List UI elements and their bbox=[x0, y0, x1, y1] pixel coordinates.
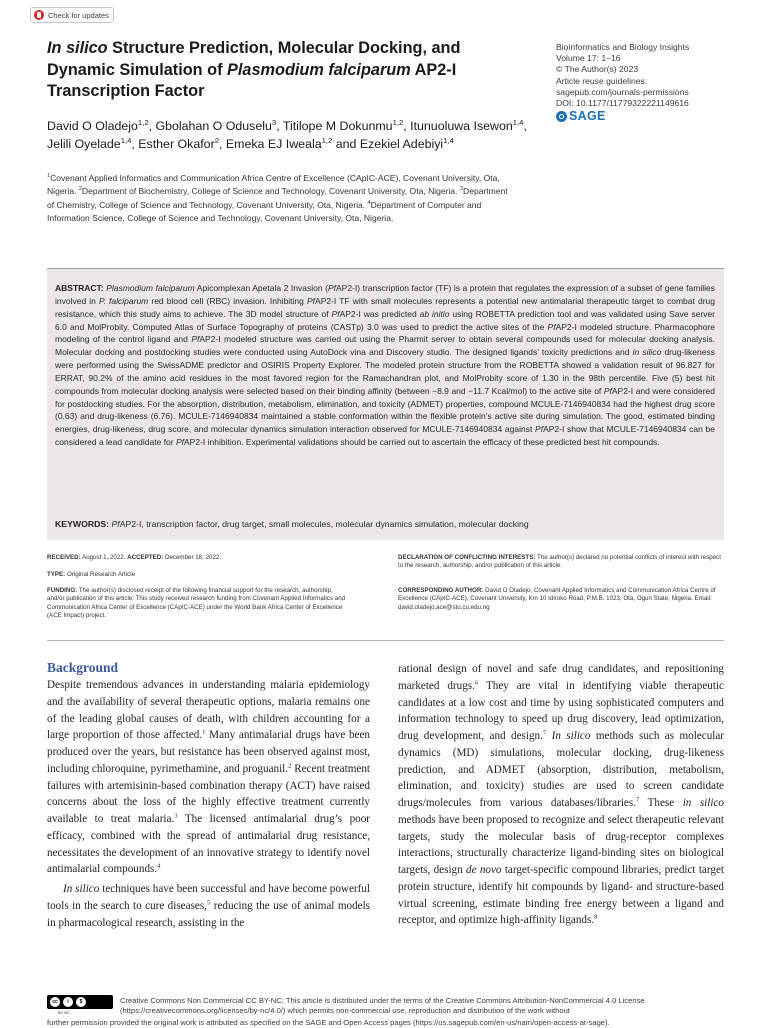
title-species: Plasmodium falciparum bbox=[227, 60, 411, 79]
abstract-segment: AP2-I and were considered for postdocking studies. For the absorption, distribution, metabolism, elimination, and toxicity (ADMET) properties, compound MCULE-7146940834 had the highest drug score (0.63) and drug-likeness (6.76). MCULE-7146940834 maintained a stable conformation within the flexible protein’s active site during simulation. The good, estimated binding energies, drug-likeness, drug score, and molecular dynamics simulation interaction observed for MCULE-7146940834 against bbox=[55, 385, 716, 435]
check-for-updates-label: Check for updates bbox=[48, 10, 109, 20]
abstract-italic: ab initio bbox=[419, 308, 450, 319]
body-text-segment: The licensed antimalarial drug’s poor efficacy, combined with the spread of antimalarial drug resistance, necessitates the development of an innovative strategy to identify novel antimalarial compounds. bbox=[47, 813, 371, 876]
attribution-icon: i bbox=[63, 997, 73, 1007]
author-name: Itunuoluwa Isewon bbox=[410, 119, 513, 133]
doi[interactable]: DOI: 10.1177/11779322221149616 bbox=[556, 98, 689, 109]
noncommercial-icon: $ bbox=[76, 997, 86, 1007]
affiliation-number: 2 bbox=[78, 186, 82, 193]
abstract-segment: drug-likeness were performed using the SwissADME predictor and OSIRIS Property Explorer. The modeled protein structure from the ROBETTA showed a validation result of 96.827 for ERRAT, 90.2% of the amino acid residues in the most favored region for the Ramachandran plot, and MolProbity score of 1.30 in the 98th percentile. Five (5) best hit compounds from molecular docking analysis were selected based on their binding affinity (between −8.9 and −11.7 Kcal/mol) to the active site of bbox=[55, 347, 715, 396]
received-label: RECEIVED: bbox=[47, 554, 81, 561]
body-text-italic: In silico bbox=[551, 730, 591, 742]
meta-divider bbox=[47, 640, 724, 641]
title-part1: Structure Prediction, Molecular Docking, and Dynamic Simulation of bbox=[47, 39, 461, 79]
conflict-label: DECLARATION OF CONFLICTING INTERESTS: bbox=[398, 554, 536, 561]
received-date: August 1, 2022. bbox=[80, 554, 128, 561]
type-value: Original Research Article bbox=[65, 571, 136, 578]
corresponding-author bbox=[398, 587, 724, 612]
reuse-link[interactable]: sagepub.com/journals-permissions bbox=[556, 86, 689, 97]
body-text-segment: Recent treatment failures with artemisinin-based combination therapy (ACT) have raised concerns about the loss of the highly effective treatment currently available to treat malaria. bbox=[47, 762, 370, 825]
body-text-segment: These bbox=[639, 797, 683, 809]
citation-ref[interactable]: 5 bbox=[206, 899, 211, 907]
check-for-updates-button[interactable] bbox=[30, 7, 114, 23]
funding-text: The author(s) disclosed receipt of the following financial support for the research, authorship, and/or publication of this article: This study received research funding from Covenant Applied Informatics and Communication Africa Center of Excellence (CApIC-ACE) under the World Bank Africa Center of Excellence (ACE Impact) project. bbox=[47, 587, 346, 620]
author-affiliation-ref: 1,4 bbox=[120, 135, 132, 145]
body-text-segment: methods such as molecular dynamics (MD) simulations, molecular docking, drug-likeness prediction, and ADMET (absorption, distribution, metabolism, elimination, and toxicity) studies are used to screen candidate drugs/molecules from various databases/libraries. bbox=[398, 730, 725, 809]
citation-ref[interactable]: 1 bbox=[202, 728, 206, 736]
citation-ref[interactable]: 2 bbox=[288, 762, 292, 770]
article-type bbox=[47, 571, 347, 579]
title-part2: AP2-I Transcription Factor bbox=[47, 60, 457, 100]
body-text-segment: target-specific compound libraries, predict target protein structure, identify hit compounds by ligand- and structure-based virtual screening, estimate binding free energy between a ligand and receptor, and optimize high-affinity ligands. bbox=[398, 864, 724, 927]
affiliation-number: 1 bbox=[47, 173, 51, 180]
author-name: David O Oladejo bbox=[47, 119, 138, 133]
author-affiliation-ref: 2 bbox=[214, 135, 219, 145]
author-affiliation-ref: 1,2 bbox=[321, 135, 333, 145]
journal-name: Bioinformatics and Biology Insights bbox=[556, 42, 690, 52]
conflict-text: The author(s) declared no potential conflicts of interest with respect to the research, authorship, and/or publication of this article. bbox=[398, 554, 721, 570]
accepted-label: ACCEPTED: bbox=[127, 554, 164, 561]
cc-license-badge[interactable] bbox=[47, 995, 113, 1009]
abstract-italic: Pf bbox=[307, 295, 316, 306]
funding bbox=[47, 587, 347, 621]
type-label: TYPE: bbox=[47, 571, 66, 578]
conflict-declaration bbox=[398, 554, 724, 571]
author-name: Gbolahan O Oduselu bbox=[155, 119, 272, 133]
section-heading-background: Background bbox=[47, 660, 119, 675]
article-title bbox=[47, 38, 527, 103]
funding-label: FUNDING: bbox=[47, 587, 78, 594]
abstract-segment: AP2-I modeled structure was carried out using the Pharmit server to obtain several compounds used for molecular docking analysis. Molecular docking and postdocking studies were conducted using AutoDock vina and Discovery studio. The designed ligands’ toxicity predictions and bbox=[55, 334, 715, 358]
body-text-segment: rational design of novel and safe drug candidates, and repositioning marketed drugs. bbox=[398, 663, 724, 692]
sage-logo-text: SAGE bbox=[569, 109, 606, 123]
received-accepted bbox=[47, 554, 347, 562]
abstract bbox=[55, 282, 715, 449]
citation-ref[interactable]: 7 bbox=[635, 796, 640, 804]
abstract-italic: Pf bbox=[327, 283, 336, 293]
abstract-italic: Pf bbox=[331, 308, 340, 319]
author-affiliation-ref: 1,4 bbox=[443, 135, 454, 145]
abstract-segment: AP2-I inhibition. Experimental validations should be carried out to ascertain the efficacy of these predicted best hit compounds. bbox=[184, 437, 660, 448]
update-icon bbox=[34, 10, 44, 20]
abstract-segment: AP2-I modeled structure. Pharmacophore modeling of the control ligand and bbox=[55, 321, 715, 345]
author-list: David O Oladejo$^{1,2}$, Gbolahan O Oduselu$^3$, Titilope M Dokunmu$^{1,2}$, Itunuoluwa Isewon$^{1,4}$, Jelili Oyelade$^{1,4}$, Esther Okafor$^2$, Emeka EJ Iweala$^{1,2}$ and Ezekiel Adebiyi$^{1,4}$ bbox=[47, 117, 527, 151]
cc-icon: cc bbox=[50, 997, 60, 1007]
author-affiliation-ref: 3 bbox=[271, 117, 277, 127]
citation-ref[interactable]: 7 bbox=[542, 729, 547, 737]
body-text-segment: techniques have been successful and have become powerful tools in the search to cure diseases, bbox=[47, 883, 371, 912]
sage-logo bbox=[556, 109, 606, 123]
corresponding-text: David O Oladejo, Covenant Applied Informatics and Communication Africa Centre of Excellence (CApIC-ACE), Covenant University, Km 10 Idiroko Road, P.M.B. 1023, Ota, Ogun State, Nigeria. Email: david.oladejo.ace@stu.cu.edu.ng bbox=[398, 587, 716, 611]
body-left-paragraph-2 bbox=[47, 881, 370, 931]
body-text-segment: methods have been proposed to recognize and select therapeutic relevant targets, study the molecular basis of drug-receptor complexes interactions, structurally characterize ligand-binding sites on biological targets, design bbox=[398, 813, 724, 876]
author-name: Jelili Oyelade bbox=[47, 136, 121, 151]
abstract-italic: Pf bbox=[547, 321, 556, 332]
keywords-label: KEYWORDS: bbox=[55, 519, 110, 529]
citation-ref[interactable]: 4 bbox=[157, 862, 161, 870]
license-text-continued: further permission provided the original work is attributed as specified on the SAGE and Open Access pages (https://us.sagepub.com/en-us/nam/open-access-at-sage). bbox=[47, 1018, 610, 1027]
abstract-segment: Apicomplexan Apetala 2 Invasion ( bbox=[194, 283, 328, 293]
body-text-segment: Many antimalarial drugs have been produced over the years, but resistance has been observed against most, including chloroquine, pyrimethamine, and proguanil. bbox=[47, 729, 370, 775]
body-text-italic: de novo bbox=[466, 864, 502, 876]
keyword-italic: Pf bbox=[111, 519, 120, 529]
abstract-italic: Pf bbox=[175, 437, 185, 448]
journal-info bbox=[556, 42, 756, 109]
abstract-segment: AP2-I TF with small molecules represents a potential new antimalarial therapeutic target to combat drug resistance, which this study aims to achieve. The 3D model structure of bbox=[55, 295, 715, 319]
abstract-italic: P. falciparum bbox=[99, 295, 149, 306]
body-text-italic: in silico bbox=[682, 797, 724, 809]
author-name: Esther Okafor bbox=[138, 136, 215, 151]
citation-ref[interactable]: 6 bbox=[474, 679, 479, 687]
author-affiliation-ref: 1,2 bbox=[137, 117, 149, 127]
abstract-italic: Pf bbox=[535, 424, 544, 435]
abstract-segment: AP2-I was predicted bbox=[339, 308, 420, 319]
body-text-segment: Despite tremendous advances in understanding malaria epidemiology and the availability of several therapeutic options, malaria remains one of the leading global causes of death, with children accounting for a large proportion of those affected. bbox=[47, 679, 370, 742]
affiliation-number: 4 bbox=[367, 199, 371, 206]
abstract-segment: red blood cell (RBC) invasion. Inhibiting bbox=[148, 295, 307, 306]
journal-copyright: © The Author(s) 2023 bbox=[556, 64, 639, 75]
keywords-text bbox=[109, 519, 529, 529]
author-name: Emeka EJ Iweala bbox=[225, 136, 322, 151]
abstract-italic: in silico bbox=[632, 347, 662, 358]
keywords bbox=[55, 518, 715, 530]
body-text-segment: They are vital in identifying viable therapeutic candidates at a low cost and time by using sophisticated computers and information technology to speed up drug discovery, lead optimization, drug development, and design. bbox=[398, 679, 724, 742]
abstract-italic: Plasmodium falciparum bbox=[106, 283, 195, 293]
citation-ref[interactable]: 8 bbox=[594, 913, 598, 921]
body-right-paragraph-1 bbox=[398, 661, 724, 929]
author-name: Ezekiel Adebiyi bbox=[359, 136, 444, 151]
accepted-date: December 18, 2022. bbox=[163, 554, 222, 561]
affiliation-number: 3 bbox=[459, 186, 464, 193]
affiliation-text: Department of Chemistry, College of Science and Technology, Covenant University, Ota, Nigeria. bbox=[47, 186, 508, 210]
reuse-label: Article reuse guidelines: bbox=[556, 75, 648, 86]
body-text-italic: In silico bbox=[63, 883, 100, 895]
author-affiliation-ref: 1,2 bbox=[392, 117, 404, 127]
abstract-text bbox=[55, 283, 715, 447]
abstract-segment: AP2-I show that MCULE-7146940834 can be considered a lead candidate for bbox=[55, 424, 716, 448]
affiliations bbox=[47, 172, 517, 226]
abstract-italic: Pf bbox=[191, 334, 200, 345]
body-text-segment: reducing the use of animal models in pharmacological research, assisting in the bbox=[47, 899, 370, 929]
journal-volume: Volume 17: 1–16 bbox=[556, 53, 621, 64]
abstract-segment: using ROBETTA prediction tool and was validated using Save server 6.0 and MolProbity. Computed Atlas of Surface Topography of proteins (CASTp) 3.0 was used to predict the active sites of the bbox=[55, 308, 715, 332]
abstract-italic: Pf bbox=[603, 385, 612, 396]
body-left-paragraph-1 bbox=[47, 677, 370, 878]
cc-badge-label: BY NC bbox=[58, 1010, 71, 1015]
abstract-label: ABSTRACT: bbox=[55, 283, 104, 293]
citation-ref[interactable]: 3 bbox=[174, 812, 178, 820]
abstract-segment: AP2-I) transcription factor (TF) is a protein that regulates the expression of a subset of gene families involved in bbox=[55, 283, 715, 306]
corresponding-label: CORRESPONDING AUTHOR: bbox=[398, 587, 484, 594]
affiliation-text: Department of Computer and Information Science, College of Science and Technology, Covenant University, Ota, Nigeria. bbox=[47, 199, 482, 224]
sage-circle-icon bbox=[556, 111, 567, 122]
license-text: Creative Commons Non Commercial CC BY-NC: This article is distributed under the terms of the Creative Commons Attribution-NonCommercial 4.0 License (https://creativecommons.org/licenses/by-nc/4.0/) which permits non-commercial use, reproduction and distribution of the work without bbox=[120, 996, 645, 1016]
author-affiliation-ref: 1,4 bbox=[512, 117, 524, 127]
title-italic-prefix: In silico bbox=[47, 39, 108, 57]
affiliation-text: Department of Biochemistry, College of Science and Technology, Covenant University, Ota, Nigeria. bbox=[81, 186, 460, 197]
affiliation-text: Covenant Applied Informatics and Communication Africa Centre of Excellence (CApIC-ACE), Covenant University, Ota, Nigeria. bbox=[47, 173, 500, 197]
author-name: Titilope M Dokunmu bbox=[282, 119, 393, 133]
keyword-segment: AP2-I, transcription factor, drug target, small molecules, molecular dynamics simulation, molecular docking bbox=[119, 519, 529, 529]
